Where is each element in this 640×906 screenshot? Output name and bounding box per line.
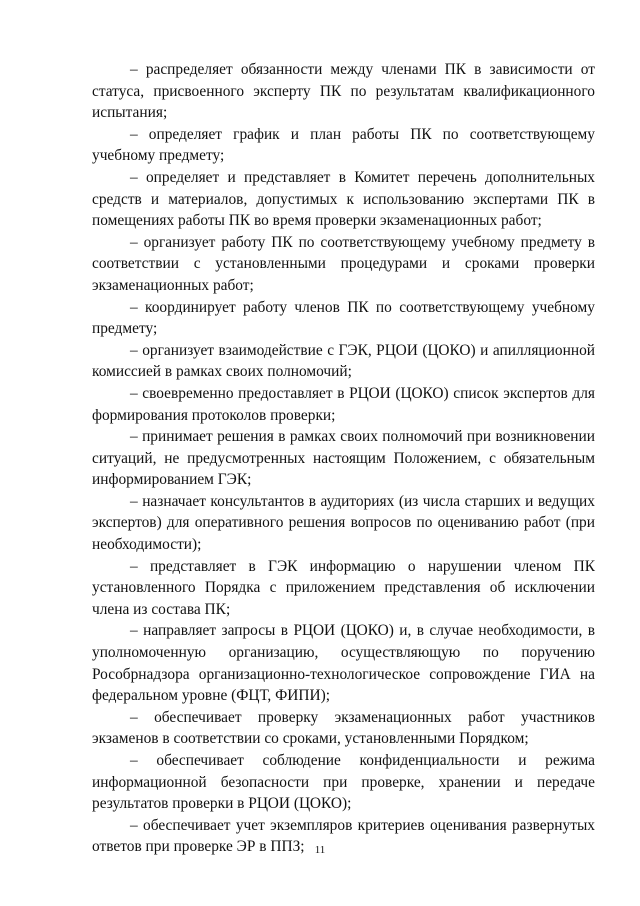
page-number: 11 [314,844,326,856]
paragraph-6: – организует взаимодействие с ГЭК, РЦОИ (ЦОКО) и апилляционной комиссией в рамках своих полномочий; [92,341,595,381]
paragraph-2: – определяет график и план работы ПК по соответствующему учебному предмету; [92,125,595,165]
paragraph-3: – определяет и представляет в Комитет перечень дополнительных средств и материалов, допустимых к использованию экспертами ПК в помещениях работы ПК во время проверки экзаменационных работ; [92,168,595,230]
paragraph-5: – координирует работу членов ПК по соответствующему учебному предмету; [92,298,595,338]
paragraph-7: – своевременно предоставляет в РЦОИ (ЦОКО) список экспертов для формирования протоколов проверки; [92,384,595,424]
paragraph-10: – представляет в ГЭК информацию о нарушении членом ПК установленного Порядка с приложением представления об исключении члена из состава ПК; [92,557,595,618]
paragraph-8: – принимает решения в рамках своих полномочий при возникновении ситуаций, не предусмотренных настоящим Положением, с обязательным информированием ГЭК; [92,428,595,489]
paragraph-14: – обеспечивает учет экземпляров критериев оценивания развернутых ответов при проверке ЭР в ППЗ; [92,816,595,856]
paragraph-11: – направляет запросы в РЦОИ (ЦОКО) и, в случае необходимости, в уполномоченную организацию, осуществляющую по поручению Рособрнадзора организационно-технологическое сопровождение ГИА на федеральном уровне (ФЦТ, ФИПИ); [92,622,595,705]
paragraph-9: – назначает консультантов в аудиториях (из числа старших и ведущих экспертов) для оперативного решения вопросов по оцениванию работ (при необходимости); [92,492,595,554]
document-body [92,59,595,858]
paragraph-4: – организует работу ПК по соответствующему учебному предмету в соответствии с установленными процедурами и сроками проверки экзаменационных работ; [92,233,595,294]
paragraph-1: – распределяет обязанности между членами ПК в зависимости от статуса, присвоенного эксперту ПК по результатам квалификационного испытания; [92,61,595,122]
paragraph-12: – обеспечивает проверку экзаменационных работ участников экзаменов в соответствии со сроками, установленными Порядком; [92,708,595,748]
paragraph-13: – обеспечивает соблюдение конфиденциальности и режима информационной безопасности при проверке, хранении и передаче результатов проверки в РЦОИ (ЦОКО); [92,752,595,813]
